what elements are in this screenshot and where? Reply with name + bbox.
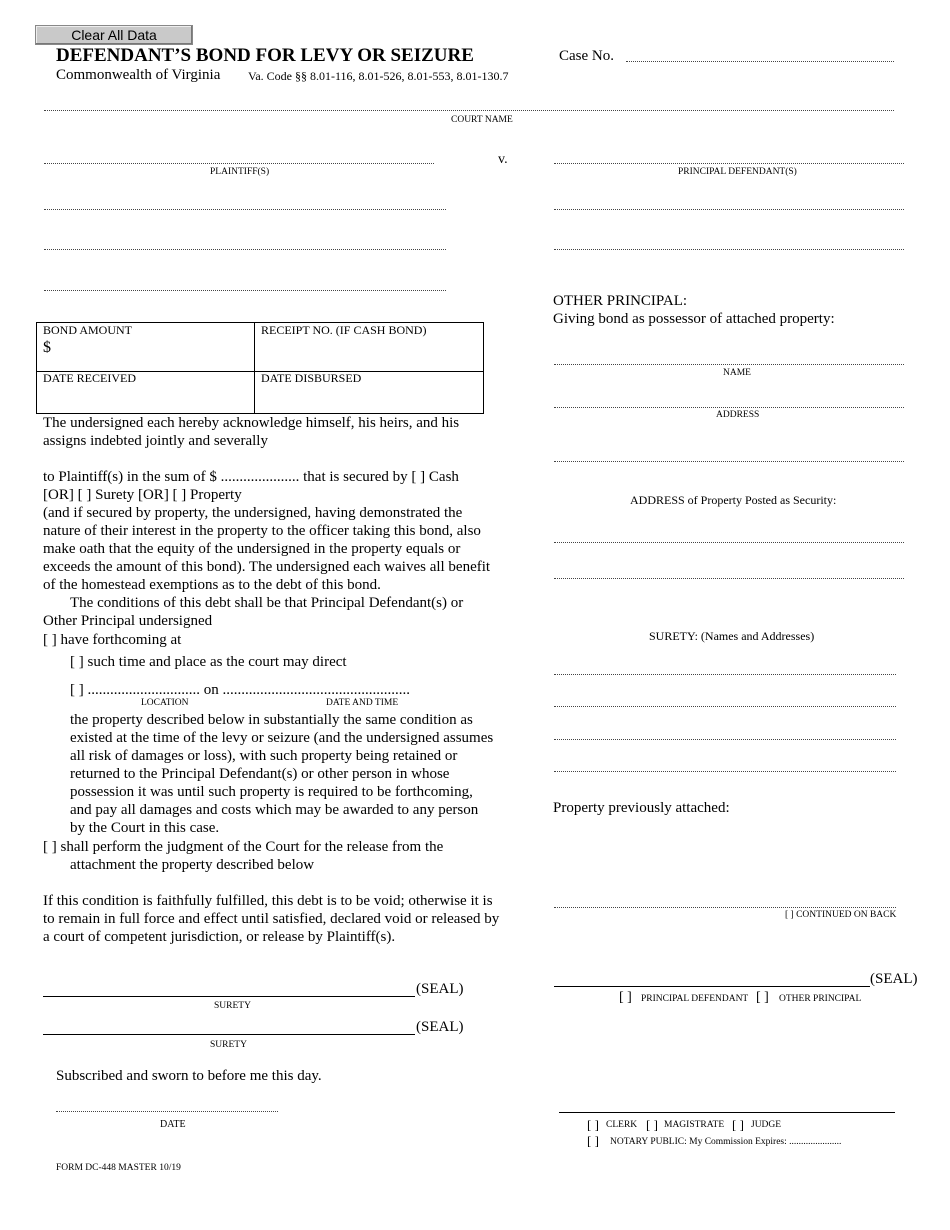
- surety-signature-2[interactable]: [43, 1034, 415, 1035]
- name-label: NAME: [723, 368, 751, 378]
- date-time-label: DATE AND TIME: [326, 698, 399, 708]
- plaintiff-field-4[interactable]: [44, 290, 446, 291]
- property-description-line[interactable]: [554, 907, 896, 908]
- seal-label-3: (SEAL): [870, 971, 918, 987]
- other-principal-address-field[interactable]: [554, 407, 904, 408]
- other-principal-label: OTHER PRINCIPAL: [779, 994, 862, 1004]
- date-disbursed-label: DATE DISBURSED: [261, 371, 362, 385]
- defendant-field-3[interactable]: [554, 249, 904, 250]
- bond-info-table: [36, 322, 484, 414]
- form-title: DEFENDANT’S BOND FOR LEVY OR SEIZURE: [56, 45, 474, 66]
- court-name-label: COURT NAME: [451, 115, 513, 125]
- court-direct-option[interactable]: [ ] such time and place as the court may direct: [70, 654, 347, 670]
- property-oath-paragraph: (and if secured by property, the undersigned, having demonstrated the nature of their interest in the property to the officer taking this bond, also make oath that the equity of the undersigned in the property equals or exceeds the amount of this bond). The undersigned each waives all benefit of the homestead exemptions as to the debt of this bond.: [43, 505, 491, 593]
- location-label: LOCATION: [141, 698, 189, 708]
- address-label: ADDRESS: [716, 410, 760, 420]
- principal-defendant-checkbox[interactable]: [ ]: [619, 990, 632, 1005]
- defendant-field-2[interactable]: [554, 209, 904, 210]
- case-no-field[interactable]: [626, 61, 894, 62]
- surety-label-2: SURETY: [210, 1040, 247, 1050]
- case-no-label: Case No.: [559, 48, 614, 64]
- date-disbursed-field[interactable]: [261, 387, 476, 411]
- plaintiffs-label: PLAINTIFF(S): [210, 167, 270, 177]
- property-condition-paragraph: the property described below in substantially the same condition as existed at the time of the levy or seizure (and the undersigned assumes all risk of damages or loss), with such property being retained or returned to the Principal Defendant(s) or other person in whose possession it was until such property is required to be forthcoming, and pay all damages and costs which may be awarded to any person by the Court in this case.: [70, 712, 494, 836]
- continued-on-back-checkbox[interactable]: [ ] CONTINUED ON BACK: [785, 910, 897, 920]
- magistrate-checkbox[interactable]: [ ]: [646, 1117, 658, 1132]
- plaintiff-field-1[interactable]: [44, 163, 434, 164]
- principal-signature[interactable]: [554, 986, 870, 987]
- code-reference: Va. Code §§ 8.01-116, 8.01-526, 8.01-553, 8.01-130.7: [248, 69, 509, 83]
- clerk-checkbox[interactable]: [ ]: [587, 1117, 599, 1132]
- principal-defendant-label: PRINCIPAL DEFENDANT: [641, 994, 749, 1004]
- surety-info-field-1[interactable]: [554, 674, 896, 675]
- plaintiff-field-2[interactable]: [44, 209, 446, 210]
- form-number: FORM DC-448 MASTER 10/19: [56, 1163, 181, 1173]
- location-date-option[interactable]: [ ] .............................. on ..................................................: [70, 682, 410, 698]
- property-previously-label: Property previously attached:: [553, 800, 730, 816]
- perform-judgment-option[interactable]: [ ] shall perform the judgment of the Court for the release from the: [43, 839, 444, 855]
- date-received-label: DATE RECEIVED: [43, 371, 136, 385]
- forthcoming-option[interactable]: [ ] have forthcoming at: [43, 632, 182, 648]
- seal-label-1: (SEAL): [416, 981, 464, 997]
- seal-label-2: (SEAL): [416, 1019, 464, 1035]
- clerk-label: CLERK: [606, 1120, 638, 1130]
- principal-defendants-label: PRINCIPAL DEFENDANT(S): [678, 167, 797, 177]
- property-address-field-1[interactable]: [554, 542, 904, 543]
- property-address-field-2[interactable]: [554, 578, 904, 579]
- other-principal-address-field-2[interactable]: [554, 461, 904, 462]
- magistrate-label: MAGISTRATE: [664, 1120, 725, 1130]
- surety-info-field-4[interactable]: [554, 771, 896, 772]
- other-principal-checkbox[interactable]: [ ]: [756, 990, 769, 1005]
- bond-amount-label: BOND AMOUNT: [43, 323, 133, 337]
- surety-info-field-2[interactable]: [554, 706, 896, 707]
- property-description-field[interactable]: [554, 822, 896, 900]
- address-property-label: ADDRESS of Property Posted as Security:: [630, 493, 837, 507]
- conditions-paragraph: The conditions of this debt shall be that Principal Defendant(s) or Other Principal undersigned: [43, 595, 464, 629]
- date-label: DATE: [160, 1119, 186, 1130]
- defendant-field-1[interactable]: [554, 163, 904, 164]
- judge-label: JUDGE: [751, 1120, 782, 1130]
- official-signature[interactable]: [559, 1112, 895, 1113]
- state-name: Commonwealth of Virginia: [56, 67, 221, 83]
- sum-secured-line: to Plaintiff(s) in the sum of $ ..................... that is secured by [ ] Cash: [43, 469, 459, 485]
- perform-judgment-line2: attachment the property described below: [70, 857, 315, 873]
- surety-info-field-3[interactable]: [554, 739, 896, 740]
- bond-amount-field[interactable]: [57, 339, 247, 361]
- dollar-sign: $: [43, 339, 51, 356]
- subscribed-text: Subscribed and sworn to before me this day.: [56, 1068, 322, 1084]
- notary-checkbox[interactable]: [ ]: [587, 1133, 599, 1148]
- other-principal-name-field[interactable]: [554, 364, 904, 365]
- notary-label: NOTARY PUBLIC: My Commission Expires: ......................: [610, 1137, 842, 1147]
- receipt-no-field[interactable]: [261, 339, 476, 365]
- acknowledgement-paragraph: The undersigned each hereby acknowledge himself, his heirs, and his assigns indebted jointly and severally: [43, 415, 460, 449]
- sworn-date-field[interactable]: [56, 1111, 278, 1112]
- security-type-line: [OR] [ ] Surety [OR] [ ] Property: [43, 487, 242, 503]
- plaintiff-field-3[interactable]: [44, 249, 446, 250]
- other-principal-heading: OTHER PRINCIPAL:: [553, 293, 688, 309]
- court-name-field[interactable]: [44, 110, 894, 111]
- giving-bond-text: Giving bond as possessor of attached property:: [553, 311, 835, 327]
- versus-label: v.: [498, 152, 508, 167]
- surety-signature-1[interactable]: [43, 996, 415, 997]
- receipt-no-label: RECEIPT NO. (IF CASH BOND): [261, 323, 427, 337]
- date-received-field[interactable]: [43, 387, 248, 411]
- void-condition-paragraph: If this condition is faithfully fulfilled, this debt is to be void; otherwise it is to remain in full force and effect until satisfied, declared void or released by a court of competent jurisdiction, or release by Plaintiff(s).: [43, 893, 500, 945]
- clear-all-data-button[interactable]: Clear All Data: [35, 25, 193, 45]
- surety-names-label: SURETY: (Names and Addresses): [649, 629, 815, 643]
- judge-checkbox[interactable]: [ ]: [732, 1117, 744, 1132]
- surety-label-1: SURETY: [214, 1001, 251, 1011]
